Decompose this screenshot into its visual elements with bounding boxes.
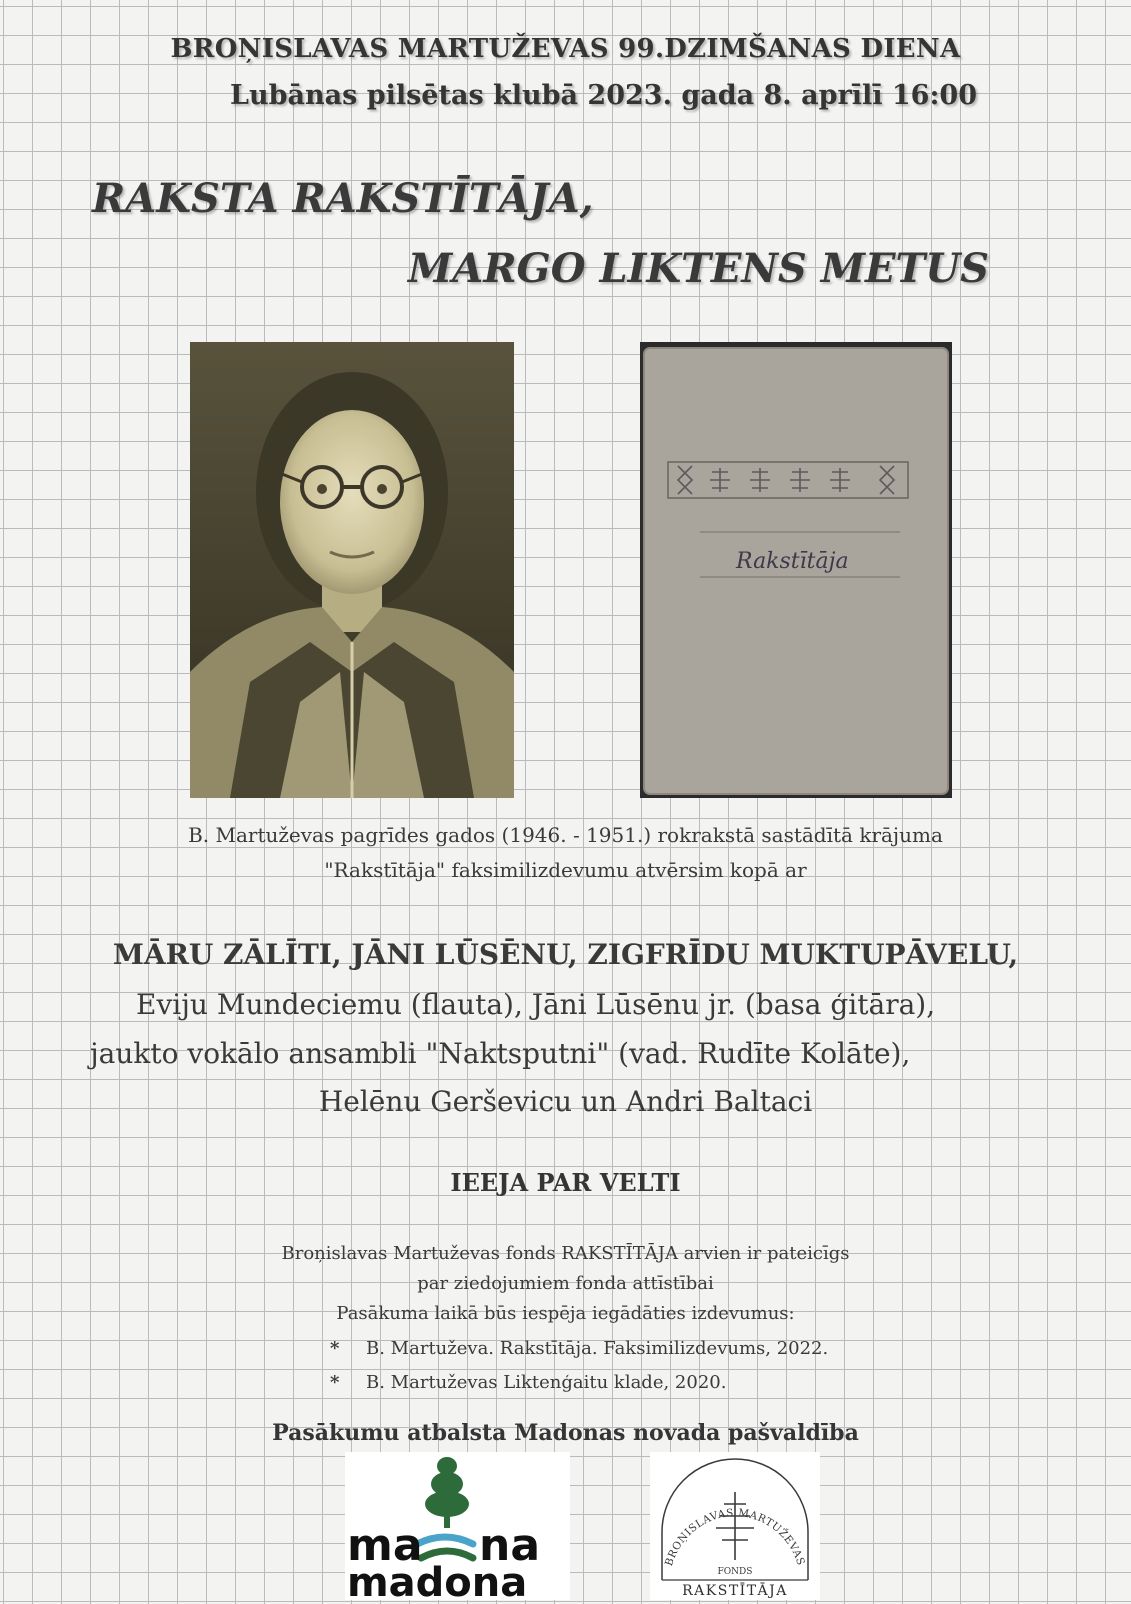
notebook-photo bbox=[640, 342, 952, 798]
portrait-photo bbox=[190, 342, 514, 798]
fund-logo-arc-text: BROŅISLAVAS MARTUŽEVAS bbox=[662, 1507, 807, 1568]
publication-text: B. Martuževas Liktenģaitu klade, 2020. bbox=[366, 1372, 727, 1393]
fund-notice-line-1: Broņislavas Martuževas fonds RAKSTĪTĀJA arvien ir pateicīgs bbox=[281, 1243, 850, 1264]
performers-line-1: MĀRU ZĀLĪTI, JĀNI LŪSĒNU, ZIGFRĪDU MUKTUPĀVELU, bbox=[112, 938, 1019, 971]
description-line-2: "Rakstītāja" faksimilizdevumu atvērsim kopā ar bbox=[324, 858, 807, 882]
fund-logo-name: RAKSTĪTĀJA bbox=[682, 1583, 788, 1599]
performers-line-4: Helēnu Gerševicu un Andri Baltaci bbox=[318, 1085, 813, 1118]
fund-logo bbox=[650, 1452, 820, 1600]
header-title: BROŅISLAVAS MARTUŽEVAS 99.DZIMŠANAS DIENA bbox=[170, 34, 961, 64]
entry-free-notice: IEEJA PAR VELTI bbox=[450, 1168, 681, 1197]
publication-item bbox=[330, 1372, 726, 1393]
performers-line-2: Eviju Mundeciemu (flauta), Jāni Lūsēnu jr. (basa ģitāra), bbox=[136, 988, 936, 1021]
madona-wordmark-b: na bbox=[479, 1520, 541, 1571]
fund-notice-line-3: Pasākuma laikā būs iespēja iegādāties izdevumus: bbox=[336, 1303, 795, 1324]
madona-logo bbox=[345, 1452, 570, 1600]
fund-logo-small-text: FONDS bbox=[717, 1567, 753, 1577]
notebook-label: Rakstītāja bbox=[736, 549, 849, 574]
fund-logo-graphic bbox=[650, 1452, 820, 1600]
event-title-line-1: RAKSTA RAKSTĪTĀJA, bbox=[92, 175, 594, 222]
performers-line-3: jaukto vokālo ansambli "Naktsputni" (vad. Rudīte Kolāte), bbox=[90, 1037, 911, 1070]
publication-item bbox=[330, 1338, 828, 1359]
notebook-illustration bbox=[640, 342, 952, 798]
bullet-icon: * bbox=[330, 1372, 340, 1393]
madona-logo-graphic bbox=[345, 1452, 570, 1600]
bullet-icon: * bbox=[330, 1338, 340, 1359]
header-subtitle: Lubānas pilsētas klubā 2023. gada 8. aprīlī 16:00 bbox=[230, 80, 977, 111]
support-notice: Pasākumu atbalsta Madonas novada pašvaldība bbox=[272, 1420, 859, 1446]
madona-wordmark-a: ma bbox=[347, 1520, 423, 1571]
portrait-illustration bbox=[190, 342, 514, 798]
description-line-1: B. Martuževas pagrīdes gados (1946. - 1951.) rokrakstā sastādītā krājuma bbox=[188, 823, 943, 847]
fund-notice-line-2: par ziedojumiem fonda attīstībai bbox=[417, 1273, 714, 1294]
event-title-line-2: MARGO LIKTENS METUS bbox=[408, 245, 990, 292]
madona-wordmark-c: madona bbox=[347, 1560, 528, 1600]
publication-text: B. Martuževa. Rakstītāja. Faksimilizdevums, 2022. bbox=[366, 1338, 829, 1359]
